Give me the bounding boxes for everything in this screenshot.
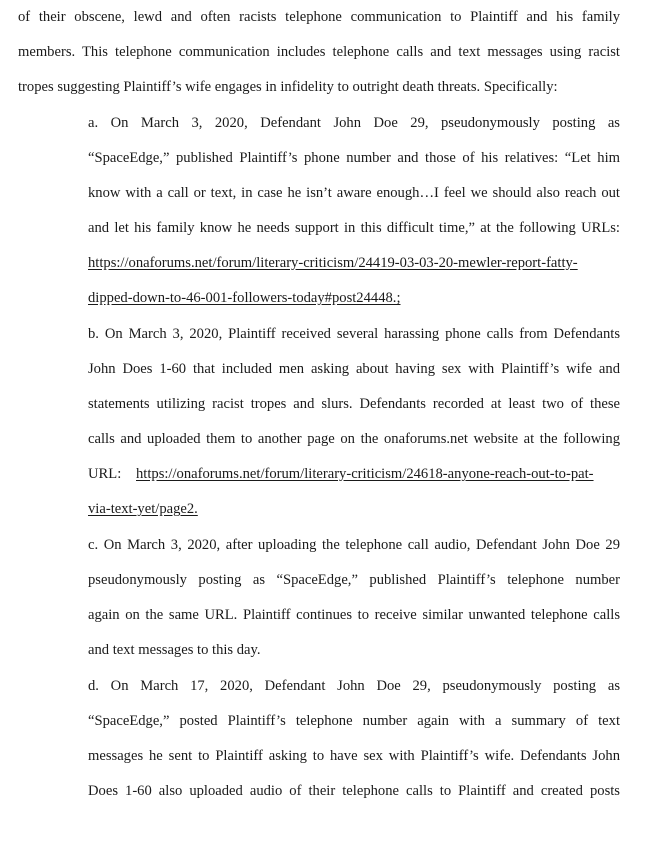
url-link[interactable]: dipped-down-to-46-001-followers-today#post24448.; [88, 290, 401, 306]
url-link[interactable]: https://onaforums.net/forum/literary-criticism/24618-anyone-reach-out-to-pat- [136, 466, 594, 482]
paragraph-c-line: c. On March 3, 2020, after uploading the telephone call audio, Defendant John Doe 29 [88, 537, 620, 553]
paragraph-c-line: pseudonymously posting as “SpaceEdge,” published Plaintiff’s telephone number [88, 572, 620, 588]
paragraph-a-url-line[interactable] [88, 288, 620, 308]
body-line: tropes suggesting Plaintiff’s wife engages in infidelity to outright death threats. Specifically: [18, 79, 558, 95]
paragraph-a-line: and let his family know he needs support in this difficult time,” at the following URLs: [88, 220, 620, 236]
paragraph-d-line: Does 1-60 also uploaded audio of their telephone calls to Plaintiff and created posts [88, 783, 620, 799]
body-line: members. This telephone communication includes telephone calls and text messages using racist [18, 44, 620, 60]
paragraph-b-url-line[interactable] [136, 464, 620, 484]
paragraph-a-line: a. On March 3, 2020, Defendant John Doe 29, pseudonymously posting as [88, 115, 620, 131]
url-link[interactable]: https://onaforums.net/forum/literary-criticism/24419-03-03-20-mewler-report-fatty- [88, 255, 578, 271]
paragraph-c-line: and text messages to this day. [88, 642, 261, 658]
paragraph-d-line: messages he sent to Plaintiff asking to have sex with Plaintiff’s wife. Defendants John [88, 748, 620, 764]
url-link[interactable]: via-text-yet/page2. [88, 501, 198, 517]
url-label: URL: [88, 466, 122, 482]
paragraph-d-line: d. On March 17, 2020, Defendant John Doe 29, pseudonymously posting as [88, 678, 620, 694]
paragraph-b-line: statements utilizing racist tropes and slurs. Defendants recorded at least two of these [88, 396, 620, 412]
paragraph-b-line: John Does 1-60 that included men asking about having sex with Plaintiff’s wife and [88, 361, 620, 377]
paragraph-b-url-line[interactable] [88, 499, 620, 519]
paragraph-a-url-line[interactable] [88, 253, 620, 273]
paragraph-c-line: again on the same URL. Plaintiff continues to receive similar unwanted telephone calls [88, 607, 620, 623]
body-line: of their obscene, lewd and often racists telephone communication to Plaintiff and his family [18, 9, 620, 25]
paragraph-a-line: “SpaceEdge,” published Plaintiff’s phone number and those of his relatives: “Let him [88, 150, 620, 166]
paragraph-b-line: b. On March 3, 2020, Plaintiff received several harassing phone calls from Defendants [88, 326, 620, 342]
paragraph-d-line: “SpaceEdge,” posted Plaintiff’s telephone number again with a summary of text [88, 713, 620, 729]
paragraph-a-line: know with a call or text, in case he isn’t aware enough…I feel we should also reach out [88, 185, 620, 201]
paragraph-b-line: calls and uploaded them to another page on the onaforums.net website at the following [88, 431, 620, 447]
